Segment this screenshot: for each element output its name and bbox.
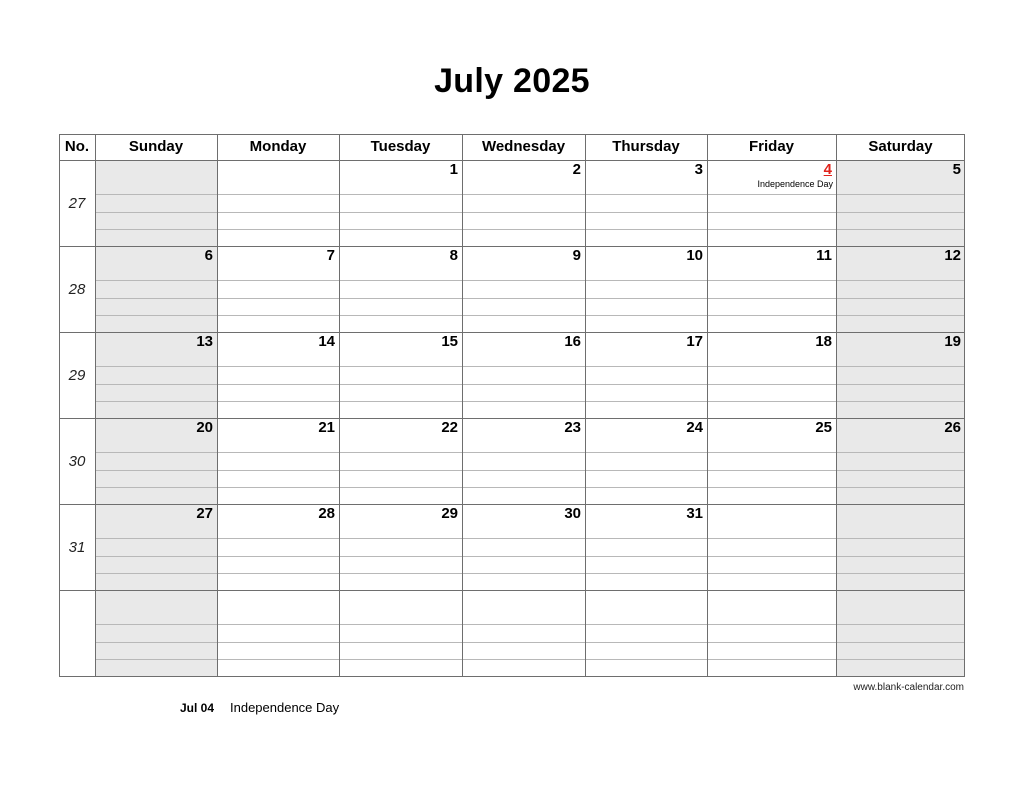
day-number: 15 [441,333,458,350]
note-line [95,659,965,660]
note-line [95,624,965,625]
day-number: 25 [815,419,832,436]
note-line [95,384,965,385]
day-number: 13 [196,333,213,350]
day-number: 26 [944,419,961,436]
column-border [217,134,218,676]
note-line [95,487,965,488]
note-line [95,212,965,213]
note-line [95,452,965,453]
day-number: 18 [815,333,832,350]
day-number: 7 [326,247,335,264]
day-number: 11 [816,247,832,264]
week-number: 27 [68,195,86,212]
note-line [95,280,965,281]
note-line [95,401,965,402]
day-number: 10 [686,247,703,264]
day-number: 31 [686,505,703,522]
note-line [95,298,965,299]
day-number: 20 [196,419,213,436]
column-border [964,134,965,676]
holiday-list-date: Jul 04 [180,701,215,715]
note-line [95,642,965,643]
day-number: 14 [318,333,335,350]
day-number: 6 [204,247,213,264]
day-number: 29 [441,505,458,522]
day-number: 21 [318,419,335,436]
day-number-holiday: 4 [823,161,832,178]
note-line [95,573,965,574]
day-number: 12 [944,247,961,264]
source-url: www.blank-calendar.com [853,682,964,693]
day-number: 17 [686,333,703,350]
holiday-label: Independence Day [757,179,833,189]
day-number: 23 [564,419,581,436]
day-number: 30 [564,505,581,522]
week-number: 29 [68,367,86,384]
header-day-thursday: Thursday [612,138,680,155]
grid-top-border [59,134,965,135]
column-border [95,134,96,676]
column-border [462,134,463,676]
column-border [836,134,837,676]
day-number: 22 [441,419,458,436]
note-line [95,229,965,230]
header-week-number: No. [64,138,90,155]
day-number: 1 [449,161,458,178]
column-border [59,134,60,676]
week-row-border [59,676,965,677]
header-day-saturday: Saturday [868,138,933,155]
column-border [585,134,586,676]
day-number: 24 [686,419,703,436]
note-line [95,315,965,316]
day-number: 28 [318,505,335,522]
day-number: 19 [944,333,961,350]
day-number: 27 [196,505,213,522]
holiday-list-name: Independence Day [230,700,340,715]
week-number: 31 [68,539,86,556]
day-number: 3 [694,161,703,178]
note-line [95,194,965,195]
header-day-wednesday: Wednesday [481,138,566,155]
day-number: 9 [572,247,581,264]
column-border [339,134,340,676]
header-day-monday: Monday [249,138,307,155]
day-number: 5 [952,161,961,178]
week-number: 30 [68,453,86,470]
note-line [95,470,965,471]
header-day-tuesday: Tuesday [370,138,431,155]
day-number: 16 [564,333,581,350]
calendar-title: July 2025 [434,62,590,100]
week-number: 28 [68,281,86,298]
header-day-friday: Friday [748,138,794,155]
note-line [95,538,965,539]
week-row-border [59,590,965,591]
note-line [95,366,965,367]
calendar-grid [59,134,965,676]
day-number: 8 [449,247,458,264]
note-line [95,556,965,557]
day-number: 2 [572,161,581,178]
header-day-sunday: Sunday [128,138,184,155]
column-border [707,134,708,676]
